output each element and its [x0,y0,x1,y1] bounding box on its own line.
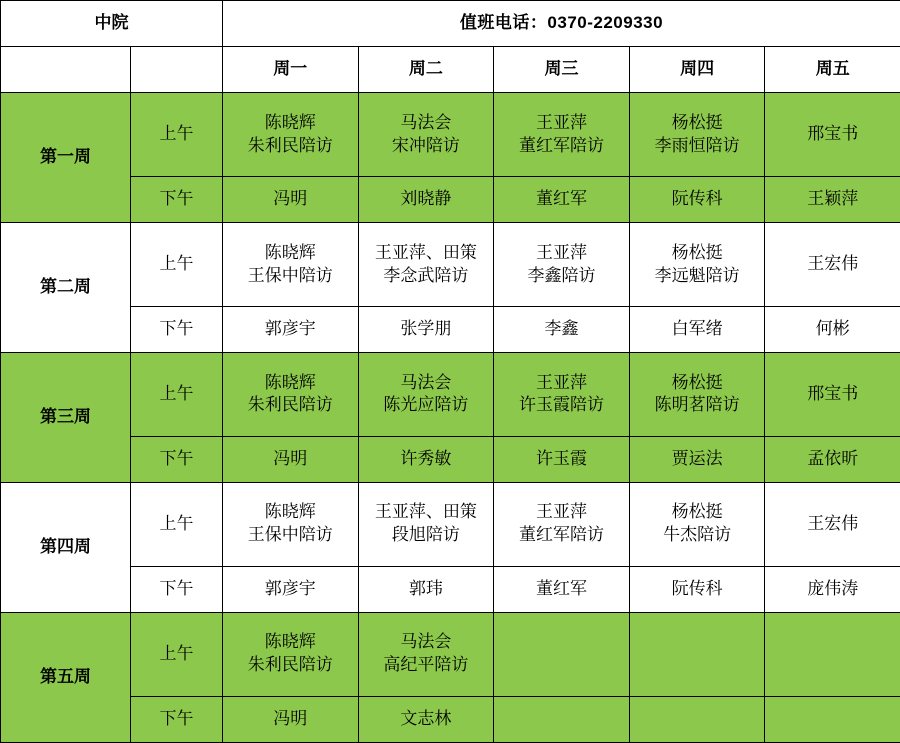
duty-cell-w2-afternoon-d4 [629,306,765,352]
cell-text-line: 郭彦宇 [264,319,316,339]
cell-text-line: 董红军陪访 [518,525,604,545]
duty-phone-cell: 值班电话：0370-2209330 [223,1,900,47]
cell-text-line: 刘晓静 [400,189,452,209]
cell-text-line: 董红军 [535,189,587,209]
duty-cell-w1-afternoon-d4 [629,177,765,223]
period-label-afternoon-week-2 [131,306,223,352]
cell-text-line: 孟依昕 [807,448,859,468]
week-label-cell-2: 第二周 [1,223,131,353]
cell-text-line: 冯明 [273,189,308,209]
duty-cell-w3-afternoon-d1 [223,436,359,482]
duty-cell-w1-morning-d1 [223,93,359,177]
cell-text-line: 王宏伟 [807,254,859,274]
duty-cell-w5-afternoon-d5 [765,696,900,742]
cell-text-line: 朱利民陪访 [247,395,333,415]
cell-text-line: 张学朋 [400,319,452,339]
duty-cell-w5-morning-d4 [629,612,765,696]
week-label-cell-4: 第四周 [1,482,131,612]
duty-cell-w1-morning-d5 [765,93,900,177]
duty-cell-w2-morning-d2 [358,223,494,307]
cell-text-line: 陈晓辉 [264,632,316,652]
cell-text-line: 陈晓辉 [264,502,316,522]
table-row [1,177,900,223]
cell-text-line: 朱利民陪访 [247,655,333,675]
cell-text-line: 高纪平陪访 [383,655,469,675]
cell-text-line: 何彬 [815,319,850,339]
period-label-morning-week-1 [131,93,223,177]
table-header-row [1,1,900,47]
duty-cell-w5-morning-d5 [765,612,900,696]
week-label-cell-3: 第三周 [1,353,131,483]
cell-text-line: 阮传科 [671,189,723,209]
duty-cell-w2-morning-d5 [765,223,900,307]
cell-text-line: 王颖萍 [807,189,859,209]
cell-text-line: 陈晓辉 [264,242,316,262]
cell-text-line: 杨松挺 [671,502,723,522]
duty-cell-w4-afternoon-d2 [358,566,494,612]
duty-cell-w1-afternoon-d3 [494,177,630,223]
table-row [1,436,900,482]
cell-text-line: 许玉霞 [535,448,587,468]
period-label-morning-week-4 [131,482,223,566]
cell-text-line: 李鑫陪访 [527,265,596,285]
cell-text-line: 王保中陪访 [247,265,333,285]
period-label-morning-week-2 [131,223,223,307]
cell-text-line: 邢宝书 [807,124,859,144]
cell-text-line: 上午 [159,384,194,403]
duty-cell-w1-morning-d3 [494,93,630,177]
duty-cell-w5-afternoon-d1 [223,696,359,742]
table-row [1,93,900,177]
duty-cell-w4-morning-d3 [494,482,630,566]
period-label-morning-week-5 [131,612,223,696]
cell-text-line: 下午 [159,448,194,468]
duty-cell-w3-morning-d4 [629,353,765,437]
duty-cell-w3-morning-d1 [223,353,359,437]
cell-text-line: 陈明茗陪访 [654,395,740,415]
cell-text-line: 李远魁陪访 [654,265,740,285]
cell-text-line: 下午 [159,189,194,209]
cell-text-line: 郭彦宇 [264,578,316,598]
period-label-afternoon-week-3 [131,436,223,482]
cell-text-line: 董红军 [535,578,587,598]
week-label-cell-5: 第五周 [1,612,131,742]
cell-text-line: 许玉霞陪访 [518,395,604,415]
table-row [1,353,900,437]
cell-text-line: 董红军陪访 [518,135,604,155]
duty-cell-w5-morning-d3 [494,612,630,696]
weekday-header-row [1,47,900,93]
duty-cell-w2-afternoon-d2 [358,306,494,352]
cell-text-line: 杨松挺 [671,372,723,392]
duty-cell-w4-morning-d2 [358,482,494,566]
duty-cell-w4-afternoon-d4 [629,566,765,612]
cell-text-line: 陈晓辉 [264,112,316,132]
cell-text-line: 上午 [159,643,194,663]
duty-cell-w2-afternoon-d1 [223,306,359,352]
cell-text-line: 郭玮 [408,578,443,598]
duty-cell-w3-morning-d3 [494,353,630,437]
day-header-wednesday: 周三 [494,47,630,93]
duty-cell-w4-morning-d1 [223,482,359,566]
cell-text-line: 马法会 [400,112,452,132]
cell-text-line: 冯明 [273,448,308,468]
duty-cell-w2-morning-d4 [629,223,765,307]
duty-cell-w2-morning-d1 [223,223,359,307]
period-label-afternoon-week-1 [131,177,223,223]
duty-cell-w5-afternoon-d4 [629,696,765,742]
cell-text-line: 朱利民陪访 [247,135,333,155]
cell-text-line: 上午 [159,513,194,533]
duty-cell-w3-afternoon-d2 [358,436,494,482]
duty-cell-w5-afternoon-d2 [358,696,494,742]
duty-cell-w4-afternoon-d3 [494,566,630,612]
duty-cell-w4-morning-d5 [765,482,900,566]
cell-text-line: 李雨恒陪访 [654,135,740,155]
week-label-cell-1: 第一周 [1,93,131,223]
period-label-morning-week-3 [131,353,223,437]
cell-text-line: 白军绪 [671,319,723,339]
duty-cell-w3-afternoon-d3 [494,436,630,482]
cell-text-line: 王亚萍、田策 [374,242,477,262]
cell-text-line: 邢宝书 [807,384,859,403]
duty-cell-w5-morning-d2 [358,612,494,696]
cell-text-line: 下午 [159,708,194,728]
period-label-afternoon-week-4 [131,566,223,612]
duty-cell-w4-afternoon-d5 [765,566,900,612]
cell-text-line: 李念武陪访 [383,265,469,285]
cell-text-line: 庞伟涛 [807,578,859,598]
cell-text-line: 阮传科 [671,578,723,598]
cell-text-line: 许秀敏 [400,448,452,468]
duty-cell-w2-morning-d3 [494,223,630,307]
cell-text-line: 下午 [159,319,194,339]
cell-text-line: 马法会 [400,372,452,392]
cell-text-line: 宋冲陪访 [391,135,460,155]
period-column-header [131,47,223,93]
day-header-thursday: 周四 [629,47,765,93]
cell-text-line: 上午 [159,254,194,274]
cell-text-line: 王亚萍 [535,242,587,262]
cell-text-line: 王亚萍、田策 [374,502,477,522]
duty-cell-w3-afternoon-d4 [629,436,765,482]
duty-cell-w1-afternoon-d1 [223,177,359,223]
duty-cell-w4-morning-d4 [629,482,765,566]
day-header-friday: 周五 [765,47,900,93]
cell-text-line: 贾运法 [671,448,723,468]
cell-text-line: 王保中陪访 [247,525,333,545]
table-row [1,612,900,696]
table-row [1,482,900,566]
cell-text-line: 段旭陪访 [391,525,460,545]
duty-cell-w1-morning-d2 [358,93,494,177]
table-row [1,223,900,307]
cell-text-line: 王亚萍 [535,112,587,132]
duty-cell-w1-afternoon-d5 [765,177,900,223]
day-header-monday: 周一 [223,47,359,93]
cell-text-line: 杨松挺 [671,112,723,132]
cell-text-line: 下午 [159,578,194,598]
table-row [1,566,900,612]
table-row [1,306,900,352]
duty-cell-w4-afternoon-d1 [223,566,359,612]
cell-text-line: 上午 [159,124,194,144]
duty-cell-w2-afternoon-d3 [494,306,630,352]
cell-text-line: 王宏伟 [807,513,859,533]
week-column-header [1,47,131,93]
table-row [1,696,900,742]
cell-text-line: 牛杰陪访 [663,525,732,545]
cell-text-line: 陈晓辉 [264,372,316,392]
cell-text-line: 冯明 [273,708,308,728]
period-label-afternoon-week-5 [131,696,223,742]
cell-text-line: 王亚萍 [535,372,587,392]
cell-text-line: 文志林 [400,708,452,728]
duty-cell-w1-morning-d4 [629,93,765,177]
cell-text-line: 陈光应陪访 [383,395,469,415]
duty-cell-w5-afternoon-d3 [494,696,630,742]
duty-cell-w1-afternoon-d2 [358,177,494,223]
day-header-tuesday: 周二 [358,47,494,93]
cell-text-line: 马法会 [400,632,452,652]
cell-text-line: 李鑫 [544,319,579,339]
org-label-cell: 中院 [1,1,223,47]
duty-cell-w2-afternoon-d5 [765,306,900,352]
cell-text-line: 杨松挺 [671,242,723,262]
duty-cell-w5-morning-d1 [223,612,359,696]
duty-cell-w3-morning-d2 [358,353,494,437]
duty-cell-w3-afternoon-d5 [765,436,900,482]
duty-cell-w3-morning-d5 [765,353,900,437]
cell-text-line: 王亚萍 [535,502,587,522]
